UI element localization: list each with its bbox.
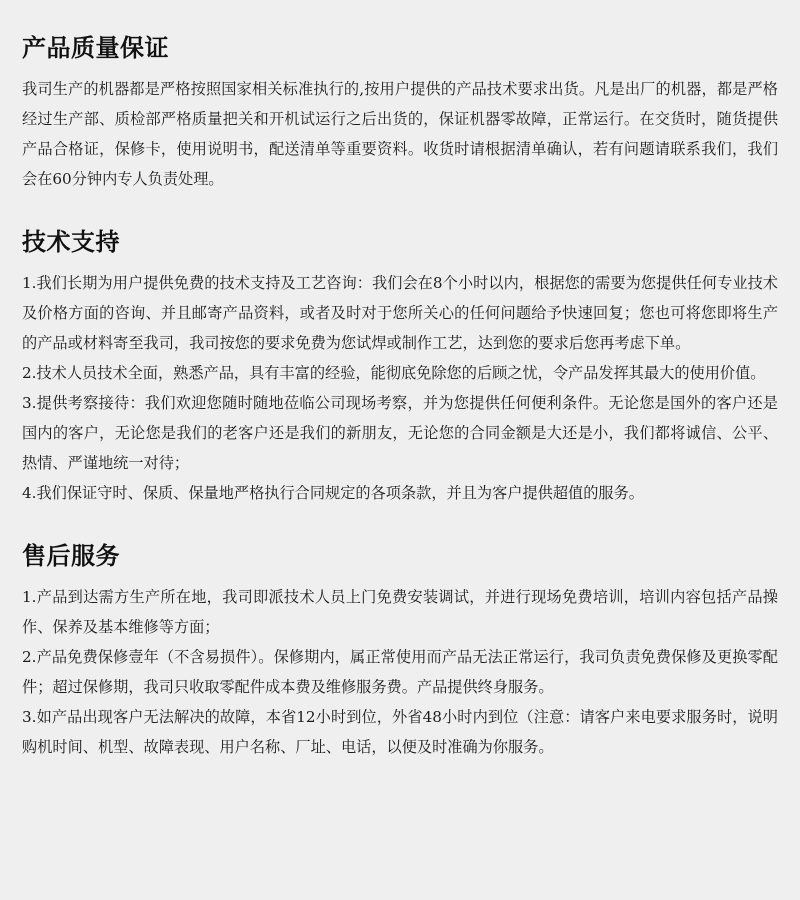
- technical-support-section: [22, 226, 778, 508]
- after-sales-item-3: 3.如产品出现客户无法解决的故障，本省12小时到位，外省48小时内到位（注意：请客户来电要求服务时，说明购机时间、机型、故障表现、用户名称、厂址、电话，以便及时准确为你服务。: [22, 708, 778, 756]
- after-sales-service-section: [22, 540, 778, 762]
- after-sales-item-1: 1.产品到达需方生产所在地，我司即派技术人员上门免费安装调试，并进行现场免费培训，培训内容包括产品操作、保养及基本维修等方面；: [22, 588, 778, 636]
- section-title-after-sales-service: 售后服务: [22, 542, 120, 570]
- quality-assurance-section: [22, 32, 778, 194]
- technical-support-item-3: 3.提供考察接待：我们欢迎您随时随地莅临公司现场考察，并为您提供任何便利条件。无论您是国外的客户还是国内的客户，无论您是我们的老客户还是我们的新朋友，无论您的合同金额是大还是小，我们都将诚信、公平、热情、严谨地统一对待；: [22, 394, 778, 472]
- quality-assurance-paragraph: 我司生产的机器都是严格按照国家相关标准执行的,按用户提供的产品技术要求出货。凡是出厂的机器，都是严格经过生产部、质检部严格质量把关和开机试运行之后出货的，保证机器零故障，正常运行。在交货时，随货提供产品合格证，保修卡，使用说明书，配送清单等重要资料。收货时请根据清单确认，若有问题请联系我们，我们会在60分钟内专人负责处理。: [22, 80, 778, 188]
- section-title-quality-assurance: 产品质量保证: [22, 34, 169, 62]
- section-title-technical-support: 技术支持: [22, 228, 120, 256]
- after-sales-item-2: 2.产品免费保修壹年（不含易损件）。保修期内，属正常使用而产品无法正常运行，我司负责免费保修及更换零配件；超过保修期，我司只收取零配件成本费及维修服务费。产品提供终身服务。: [22, 648, 778, 696]
- technical-support-item-2: 2.技术人员技术全面，熟悉产品，具有丰富的经验，能彻底免除您的后顾之忧，令产品发挥其最大的使用价值。: [22, 364, 766, 382]
- technical-support-item-4: 4.我们保证守时、保质、保量地严格执行合同规定的各项条款，并且为客户提供超值的服务。: [22, 484, 644, 502]
- technical-support-item-1: 1.我们长期为用户提供免费的技术支持及工艺咨询：我们会在8个小时以内，根据您的需要为您提供任何专业技术及价格方面的咨询、并且邮寄产品资料，或者及时对于您所关心的任何问题给予快速回复；您也可将您即将生产的产品或材料寄至我司，我司按您的要求免费为您试焊或制作工艺，达到您的要求后您再考虑下单。: [22, 274, 778, 352]
